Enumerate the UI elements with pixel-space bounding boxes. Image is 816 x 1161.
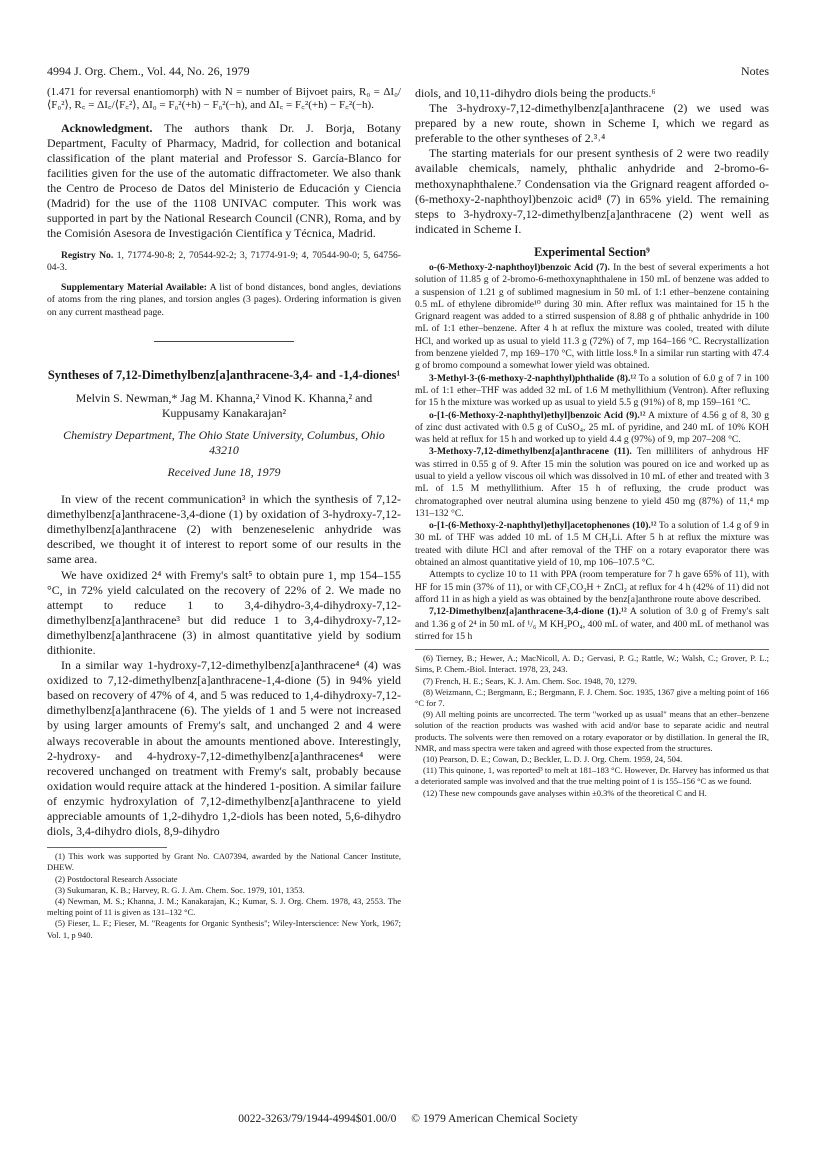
received-date: Received June 18, 1979	[167, 465, 281, 480]
compound-label: 3-Methoxy-7,12-dimethylbenz[a]anthracene (11).	[429, 446, 632, 458]
ack-label: Acknowledgment.	[61, 120, 153, 135]
footnote: (2) Postdoctoral Research Associate	[55, 873, 178, 884]
body-paragraph: We have oxidized 2⁴ with Fremy's salt⁵ to obtain pure 1, mp 154–155 °C, in 72% yield calculated on the recovery of 22% of 2. We made no attempt to reduce 1 to 3,4-dihydro-3,4-dihydroxy-7,12-dimethylbenz[a]anthracene³ but did reduce 1 to 3,4-dihydroxy-7,12-dimethylbenz[a]anthracene (3) in almost quantitative yield by sodium dithionite.	[47, 567, 401, 657]
footnote: (8) Weizmann, C.; Bergmann, E.; Bergmann, F. J. Chem. Soc. 1935, 1367 give a melting point of 166 °C for 7.	[415, 686, 769, 708]
supp-label: Supplementary Material Available:	[61, 282, 207, 294]
experimental-paragraph: o-(6-Methoxy-2-naphthoyl)benzoic Acid (7). In the best of several experiments a hot solution of 11.85 g of 2-bromo-6-methoxynaphthalene in 150 mL of benzene was added to a suspension of 1.21 g of sublimed magnesium in 50 mL of 1:1 ether–benzene containing 0.5 mL of ethylene dibromide¹⁰ during 30 min. After reflux was maintained for 15 h the Grignard reagent was added to a stirred suspension of 8.88 g of phthalic anhydride in 100 mL of 1:1 ether–benzene. After 4 h at reflux the mixture was cooled, treated with dilute HCl, and worked up as usual to yield 11.3 g (72%) of 7, mp 164–166 °C. Recrystallization from benzene yielded 7, mp 169–170 °C, with little loss.⁸ In a similar run starting with 47.4 g of bromo compound a somewhat lower yield was obtained.	[415, 261, 769, 372]
supplementary	[47, 282, 401, 319]
compound-label: 3-Methyl-3-(6-methoxy-2-naphthyl)phthalide (8).¹²	[429, 372, 637, 384]
right-column	[415, 86, 769, 799]
body-paragraph: diols, and 10,11-dihydro diols being the products.⁶	[415, 86, 656, 100]
experimental-paragraph: o-[1-(6-Methoxy-2-naphthyl)ethyl]benzoic Acid (9).¹² A mixture of 4.56 g of 8, 30 g of zinc dust activated with 0.5 g of CuSO₄, 25 mL of pyridine, and 240 mL of 10% KOH was held at reflux for 15 h and worked up to yield 4.4 g (97%) of 9, mp 207–208 °C.	[415, 409, 769, 446]
body-paragraph: The 3-hydroxy-7,12-dimethylbenz[a]anthracene (2) we used was prepared by a new route, shown in Scheme I, which we regard as preferable to the other syntheses of 2.³˒⁴	[415, 101, 769, 146]
registry-label: Registry No.	[61, 249, 114, 261]
footnote: (10) Pearson, D. E.; Cowan, D.; Beckler, L. D. J. Org. Chem. 1959, 24, 504.	[423, 753, 683, 764]
copyright: © 1979 American Chemical Society	[411, 1113, 578, 1125]
acknowledgment	[47, 121, 401, 242]
left-column	[47, 86, 401, 941]
compound-label: 7,12-Dimethylbenz[a]anthracene-3,4-dione (1).¹²	[429, 606, 627, 618]
authors: Melvin S. Newman,* Jag M. Khanna,² Vinod K. Khanna,² and Kuppusamy Kanakarajan²	[75, 391, 373, 420]
page-footer	[0, 1113, 816, 1125]
compound-label: o-(6-Methoxy-2-naphthoyl)benzoic Acid (7).	[429, 261, 610, 273]
header-section: Notes	[741, 64, 769, 78]
compound-label: o-[1-(6-Methoxy-2-naphthyl)ethyl]benzoic Acid (9).¹²	[429, 409, 646, 421]
ack-text: The authors thank Dr. J. Borja, Botany Department, Faculty of Pharmacy, Madrid, for collection and botanical classification of the plant material and Professor S. García-Blanco for facilities given for the use of the automatic diffractometer. We also thank the Centro de Proceso de Datos del Ministerio de Educación y Ciencia (Madrid) for the use of the 1108 UNIVAC computer. This work was supported in part by the National Research Council (CNR), Roma, and by the Comisión Asesora de Investigación Científica y Técnica, Madrid.	[47, 120, 401, 241]
footnote: (9) All melting points are uncorrected. The term "worked up as usual" means that an ether–benzene solution of the reaction products was washed with acid and/or base to separate acidic and neutral products. The solvents were then removed on a rotary evaporator or by distillation. In general the IR, NMR, and mass spectra were taken and agreed with those expected from the structures.	[415, 709, 769, 753]
footnote: (11) This quinone, 1, was reported³ to melt at 181–183 °C. However, Dr. Harvey has informed us that a deteriorated sample was involved and that the true melting point of 1 is 155–156 °C as we found.	[415, 765, 769, 787]
affiliation: Chemistry Department, The Ohio State University, Columbus, Ohio 43210	[63, 428, 385, 457]
footnote: (7) French, H. E.; Sears, K. J. Am. Chem. Soc. 1948, 70, 1279.	[423, 675, 637, 686]
body-paragraph: In a similar way 1-hydroxy-7,12-dimethylbenz[a]anthracene⁴ (4) was oxidized to 7,12-dimethylbenz[a]anthracene-1,4-dione (5) in 94% yield based on recovery of 47% of 4, and 5 was reduced to 1,4-dihydroxy-7,12-dimethylbenz[a]anthracene (6). The yields of 1 and 5 were not increased by using larger amounts of Fremy's salt, and unchanged 2 and 4 were always recoverable in about the amounts mentioned above. Interestingly, 2-hydroxy- and 4-hydroxy-7,12-dimethylbenz[a]anthracenes⁴ were recovered unchanged on treatment with Fremy's salt, probably because oxidation would require attack at the hindered 1-position. A similar failure of enzymic hydroxylation of 7,12-dimethylbenz[a]anthracene to yield appreciable amounts of 1,2-dihydro 1,2-diols has been noted, 5,6-dihydro diols, 3,4-dihydro diols, 8,9-dihydro	[47, 658, 401, 839]
footnotes-left	[47, 851, 401, 941]
experimental-section	[415, 262, 769, 643]
experimental-paragraph: o-[1-(6-Methoxy-2-naphthyl)ethyl]acetophenones (10).¹² To a solution of 1.4 g of 9 in 30 mL of THF was added 10 mL of 1.5 M CH₃Li. After 5 h at reflux the mixture was treated with dilute HCl and after removal of the THF on a rotary evaporator there was obtained an almost quantitative yield of 10, mp 106–107.5 °C.	[415, 520, 769, 569]
header-citation: 4994 J. Org. Chem., Vol. 44, No. 26, 1979	[47, 64, 250, 78]
supp-text: A list of bond distances, bond angles, deviations of atoms from the ring planes, and torsion angles (3 pages). Ordering information is given on any current masthead page.	[47, 282, 402, 318]
running-header	[47, 64, 769, 78]
registry	[47, 250, 401, 275]
footnote: (5) Fieser, L. F.; Fieser, M. "Reagents for Organic Synthesis"; Wiley-Interscience: New York, 1967; Vol. 1, p 940.	[47, 918, 401, 940]
footnote-rule	[47, 847, 167, 848]
article-code: 0022-3263/79/1944-4994$01.00/0	[238, 1113, 397, 1125]
registry-text: 1, 71774-90-8; 2, 70544-92-2; 3, 71774-91-9; 4, 70544-90-0; 5, 64756-04-3.	[47, 249, 401, 273]
body-paragraph: In view of the recent communication³ in which the synthesis of 7,12-dimethylbenz[a]anthracene-3,4-dione (1) by oxidation of 3-hydroxy-7,12-dimethylbenz[a]anthracene (2) with benzeneselenic anhydride was described, we thought it of interest to report some of our results in the same area.	[47, 492, 401, 567]
body-paragraph: The starting materials for our present synthesis of 2 were two readily available chemicals, namely, phthalic anhydride and 2-bromo-6-methoxynaphthalene.⁷ Condensation via the Grignard reagent afforded o-(6-methoxy-2-naphthoyl)benzoic acid⁸ (7) in 65% yield. The remaining steps to 3-hydroxy-7,12-dimethylbenz[a]anthracene (2) went well as indicated in Scheme I.	[415, 146, 769, 236]
section-divider	[154, 341, 294, 342]
footnote: (6) Tierney, B.; Hewer, A.; MacNicoll, A. D.; Gervasi, P. G.; Rattle, W.; Walsh, C.; Grover, P. L.; Sims, P. Chem.-Biol. Interact. 1978, 23, 243.	[415, 653, 769, 675]
footnote: (12) These new compounds gave analyses within ±0.3% of the theoretical C and H.	[423, 787, 707, 798]
experimental-paragraph: 3-Methyl-3-(6-methoxy-2-naphthyl)phthalide (8).¹² To a solution of 6.0 g of 7 in 100 mL of 1:1 ether–THF was added 32 mL of 1.6 M methyllithium (Ventron). After refluxing for 15 h the mixture was worked up as usual to yield 5.5 g (91%) of 8, mp 159–161 °C.	[415, 372, 769, 409]
bijvoet-note: (1.471 for reversal enantiomorph) with N = number of Bijvoet pairs, R₀ = ΔI₀/⟨F₀²⟩, R꜀ = ΔI꜀/⟨F꜀²⟩, ΔI₀ = F₀²(+h) − F₀²(−h), and ΔI꜀ = F꜀²(+h) − F꜀²(−h).	[47, 86, 401, 112]
footnote: (1) This work was supported by Grant No. CA07394, awarded by the National Cancer Institute, DHEW.	[47, 851, 401, 873]
footnote: (3) Sukumaran, K. B.; Harvey, R. G. J. Am. Chem. Soc. 1979, 101, 1353.	[55, 884, 305, 895]
footnote: (4) Newman, M. S.; Khanna, J. M.; Kanakarajan, K.; Kumar, S. J. Org. Chem. 1978, 43, 2553. The melting point of 11 is given as 131–132 °C.	[47, 896, 401, 918]
experimental-paragraph: Attempts to cyclize 10 to 11 with PPA (room temperature for 7 h gave 65% of 11), with HF for 15 min (37% of 11), or with CF₃CO₂H + ZnCl₂ at reflux for 4 h (42% of 11) did not afford 11 in as high a yield as was obtained by the benz[a]anthrone route above described.	[415, 569, 769, 605]
article-title: Syntheses of 7,12-Dimethylbenz[a]anthracene-3,4- and -1,4-diones¹	[47, 368, 401, 383]
footnotes-right	[415, 653, 769, 799]
compound-label: o-[1-(6-Methoxy-2-naphthyl)ethyl]acetophenones (10).¹²	[429, 520, 657, 532]
experimental-paragraph: 7,12-Dimethylbenz[a]anthracene-3,4-dione (1).¹² A solution of 3.0 g of Fremy's salt and 1.36 g of 2⁴ in 50 mL of ¹/₆ M KH₂PO₄, 400 mL of water, and 400 mL of methanol was stirred for 15 h	[415, 606, 769, 642]
experimental-heading: Experimental Section⁹	[534, 244, 650, 259]
body-text	[47, 492, 401, 839]
experimental-paragraph: 3-Methoxy-7,12-dimethylbenz[a]anthracene (11). Ten milliliters of anhydrous HF was stirred in 0.55 g of 9. After 15 min the solution was poured on ice and worked up as usual to yield a yellow viscous oil which was dissolved in 10 mL of ether and treated with 3 mL of 1.5 M methyllithium. After 15 h of refluxing, the crude product was chromatographed over neutral alumina using benzene to yield 450 mg (87%) of 11,⁴ mp 131–132 °C.	[415, 446, 769, 519]
footnote-rule	[415, 649, 769, 650]
